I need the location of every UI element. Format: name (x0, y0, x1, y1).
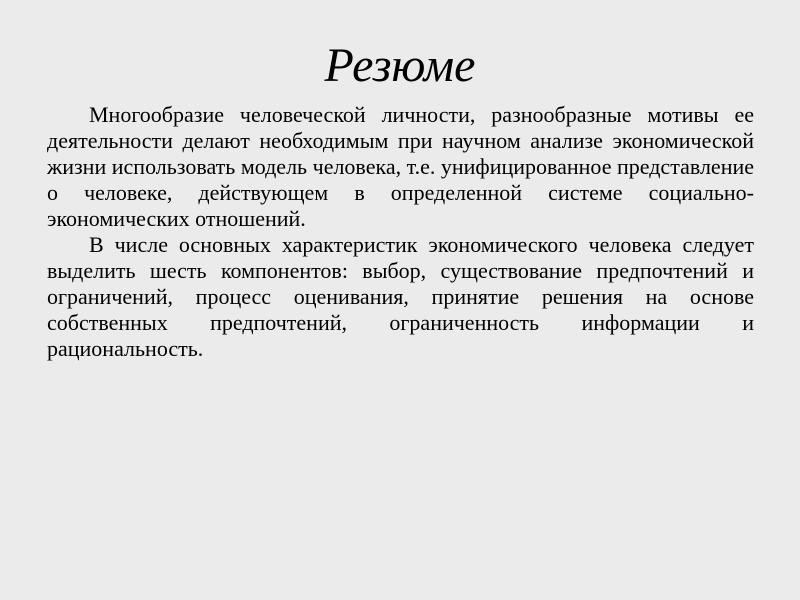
paragraph-1: Многообразие человеческой личности, разнообразные мотивы ее деятельности делают необходимым при научном анализе экономической жизни использовать модель человека, т.е. унифицированное представление о человеке, действующем в определенной системе социально-экономических отношений. (47, 102, 754, 231)
paragraph-2: В числе основных характеристик экономического человека следует выделить шесть компонентов: выбор, существование предпочтений и ограничений, процесс оценивания, принятие решения на основе собственных предпочтений, ограниченность информации и рациональность. (47, 232, 754, 361)
slide-body (47, 102, 754, 362)
slide-title: Резюме (324, 39, 476, 92)
